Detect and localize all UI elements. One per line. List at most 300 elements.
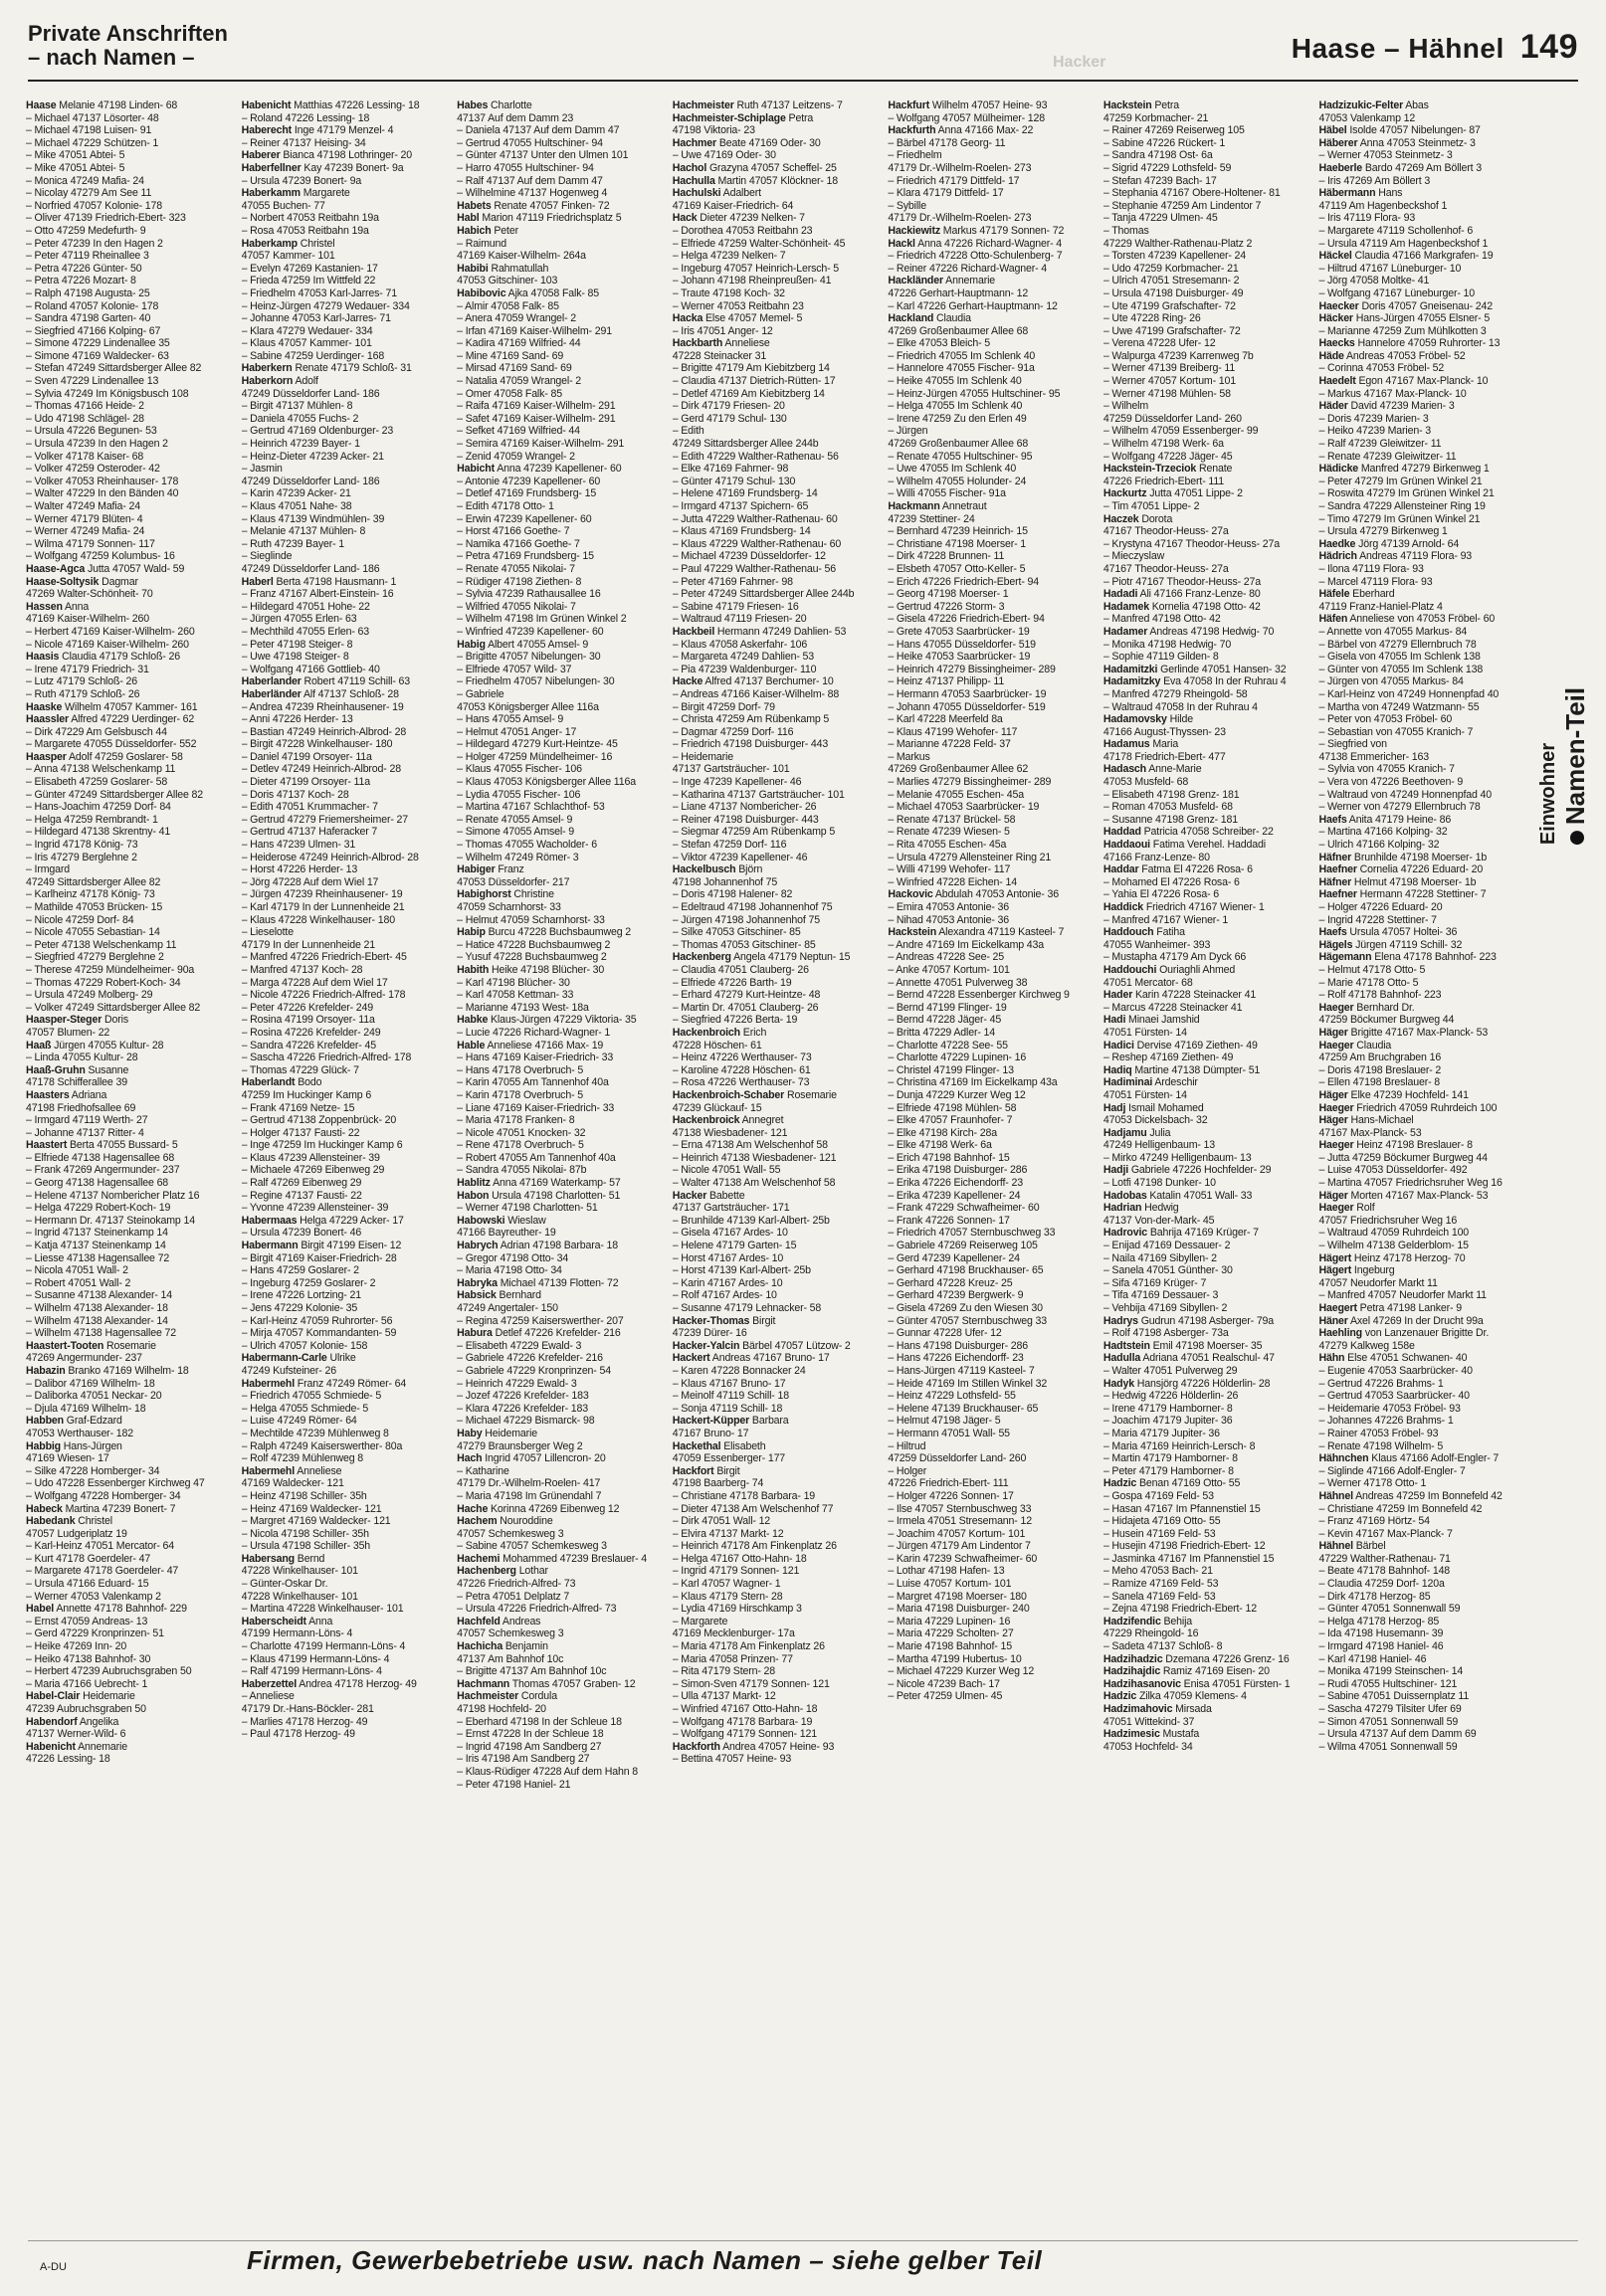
- directory-entry: [26, 451, 226, 464]
- directory-entry: [673, 451, 873, 464]
- directory-entry: [457, 939, 657, 952]
- directory-entry: [457, 852, 657, 864]
- entry-details: – Daniela 47137 Auf dem Damm 47: [457, 124, 620, 137]
- directory-entry: [242, 550, 442, 563]
- entry-details: Jutta 47057 Wald- 59: [87, 562, 185, 575]
- directory-entry: [673, 550, 873, 563]
- entry-details: – Christiane 47178 Barbara- 19: [672, 1489, 816, 1502]
- entry-details: – Katja 47137 Steinenkamp 14: [26, 1240, 166, 1252]
- directory-entry: [242, 337, 442, 350]
- entry-details: – Elisabeth 47229 Ewald- 3: [457, 1339, 582, 1352]
- entry-details: – Sascha 47226 Friedrich-Alfred- 178: [241, 1052, 412, 1064]
- entry-surname: Haastert-Tooten: [26, 1339, 104, 1352]
- entry-details: Heinz 47198 Breslauer- 8: [1356, 1139, 1473, 1152]
- directory-entry: [673, 1289, 873, 1302]
- directory-entry: [1104, 337, 1304, 350]
- entry-details: – Sandra 47198 Garten- 40: [26, 312, 151, 325]
- directory-entry: [888, 1378, 1088, 1391]
- entry-details: – Peter 47259 Ulmen- 45: [888, 1690, 1003, 1703]
- entry-details: – Sandra 47198 Ost- 6a: [1103, 149, 1213, 162]
- directory-entry: [242, 763, 442, 776]
- directory-entry: [26, 463, 226, 476]
- entry-details: – Brunhilde 47139 Karl-Albert- 25b: [672, 1214, 830, 1227]
- listing-columns: [26, 99, 1518, 2228]
- directory-entry: [242, 888, 442, 901]
- entry-details: – Friedrich 47198 Duisburger- 443: [672, 738, 829, 751]
- entry-details: – Marcus 47228 Steinacker 41: [1103, 1001, 1243, 1014]
- entry-surname: Hadiq: [1103, 1063, 1132, 1076]
- directory-entry: [1318, 726, 1518, 739]
- entry-details: – Linda 47055 Kultur- 28: [26, 1052, 138, 1064]
- entry-details: – Jürgen: [888, 425, 928, 438]
- directory-entry: [673, 1465, 873, 1478]
- directory-entry: [1104, 212, 1304, 225]
- entry-details: – Renate 47239 Gleiwitzer- 11: [1318, 450, 1457, 463]
- directory-entry: [457, 1227, 657, 1240]
- directory-entry: [26, 826, 226, 839]
- entry-details: – Rosa 47053 Reitbahn 19a: [241, 224, 369, 237]
- entry-details: – Wilhelm 47138 Gelderblom- 15: [1318, 1240, 1469, 1252]
- entry-details: – Hildegard 47279 Kurt-Heintze- 45: [457, 738, 618, 751]
- directory-entry: [673, 124, 873, 137]
- entry-details: – Enijad 47169 Dessauer- 2: [1103, 1240, 1231, 1252]
- entry-details: 47167 Max-Planck- 53: [1318, 1126, 1422, 1139]
- directory-entry: [457, 1779, 657, 1792]
- entry-details: – Klaus 47053 Königsberger Allee 116a: [457, 776, 636, 789]
- directory-entry: [1104, 901, 1304, 914]
- entry-surname: Haecks: [1318, 337, 1355, 350]
- entry-details: – Hiltrud: [888, 1439, 926, 1452]
- directory-entry: [1318, 99, 1518, 112]
- directory-entry: [242, 1703, 442, 1716]
- entry-details: – Christina 47169 Im Eickelkamp 43a: [888, 1076, 1058, 1089]
- entry-details: 47249 Düsseldorfer Land- 186: [241, 562, 380, 575]
- entry-details: 47053 Valenkamp 12: [1318, 111, 1416, 124]
- directory-entry: [1104, 1616, 1304, 1628]
- entry-details: Dagmar: [101, 575, 138, 588]
- directory-entry: [673, 1578, 873, 1591]
- entry-details: – Michael 47229 Schützen- 1: [26, 136, 159, 149]
- directory-entry: [242, 701, 442, 714]
- directory-entry: [242, 1403, 442, 1416]
- directory-entry: [457, 1340, 657, 1353]
- entry-details: 47228 Winkelhauser- 101: [241, 1590, 358, 1603]
- directory-entry: [1104, 238, 1304, 251]
- entry-details: – Nicole 47259 Dorf- 84: [26, 913, 134, 926]
- directory-entry: [888, 325, 1088, 338]
- entry-details: – Rudi 47055 Hultschiner- 121: [1318, 1677, 1458, 1690]
- entry-details: 47229 Walther-Rathenau-Platz 2: [1103, 237, 1253, 250]
- entry-details: 47169 Waldecker- 121: [241, 1477, 344, 1490]
- entry-details: Ouriaghli Ahmed: [1159, 963, 1236, 976]
- directory-entry: [888, 1227, 1088, 1240]
- entry-details: Elena 47178 Bahnhof- 223: [1374, 951, 1497, 964]
- directory-entry: [673, 1040, 873, 1052]
- directory-entry: [457, 1653, 657, 1666]
- entry-details: Hansjörg 47226 Hölderlin- 28: [1136, 1377, 1271, 1390]
- directory-entry: [673, 789, 873, 802]
- directory-entry: [1104, 438, 1304, 451]
- entry-details: Friedrich 47059 Ruhrdeich 100: [1356, 1101, 1498, 1114]
- entry-details: Adriana 47051 Realschul- 47: [1142, 1352, 1275, 1365]
- entry-surname: Haaske: [26, 700, 63, 713]
- directory-entry: [673, 1515, 873, 1528]
- entry-details: – Peter 47279 Im Grünen Winkel 21: [1318, 475, 1483, 487]
- directory-entry: [242, 451, 442, 464]
- entry-details: – Waltraud 47119 Friesen- 20: [672, 613, 807, 626]
- directory-entry: [888, 1340, 1088, 1353]
- entry-details: Benan 47169 Otto- 55: [1138, 1477, 1241, 1490]
- directory-entry: [457, 1565, 657, 1578]
- entry-details: Behija: [1163, 1615, 1193, 1627]
- directory-entry: [457, 664, 657, 676]
- entry-details: 47198 Viktoria- 23: [672, 124, 755, 137]
- entry-details: – Heiko 47138 Bahnhof- 30: [26, 1652, 151, 1665]
- directory-entry: [457, 801, 657, 814]
- entry-details: – Winfried 47239 Kapellener- 60: [457, 625, 604, 638]
- entry-surname: Haassler: [26, 713, 69, 726]
- entry-details: Petra 47198 Lanker- 9: [1359, 1302, 1462, 1314]
- directory-entry: [1318, 926, 1518, 939]
- entry-details: – Roland 47057 Kolonie- 178: [26, 299, 159, 312]
- entry-details: Lothar: [518, 1565, 548, 1578]
- entry-details: – Monica 47249 Mafia- 24: [26, 174, 144, 187]
- directory-entry: [1318, 1089, 1518, 1102]
- entry-details: 47057 Blumen- 22: [26, 1026, 110, 1039]
- directory-entry: [888, 1665, 1088, 1678]
- directory-entry: [242, 212, 442, 225]
- entry-details: – Anke 47057 Kortum- 101: [888, 963, 1010, 976]
- entry-surname: Haberkern: [241, 362, 293, 375]
- entry-details: Bernhard Dr.: [1356, 1001, 1415, 1014]
- entry-details: – Reiner 47226 Richard-Wagner- 4: [888, 262, 1047, 275]
- directory-entry: [673, 1089, 873, 1102]
- entry-details: – Martin 47179 Hamborner- 8: [1103, 1452, 1238, 1465]
- directory-entry: [242, 1127, 442, 1140]
- directory-entry: [888, 1503, 1088, 1516]
- directory-entry: [242, 563, 442, 576]
- directory-entry: [1104, 801, 1304, 814]
- directory-entry: [673, 1365, 873, 1378]
- directory-entry: [26, 388, 226, 401]
- entry-details: – Werner 47057 Kortum- 101: [1103, 375, 1237, 388]
- directory-entry: [1104, 1327, 1304, 1340]
- directory-entry: [888, 1678, 1088, 1691]
- directory-entry: [26, 1440, 226, 1453]
- directory-entry: [1104, 137, 1304, 150]
- directory-entry: [1318, 664, 1518, 676]
- entry-details: – Herbert 47169 Kaiser-Wilhelm- 260: [26, 625, 195, 638]
- directory-entry: [1318, 463, 1518, 476]
- directory-entry: [1104, 839, 1304, 852]
- directory-column: [888, 99, 1088, 2228]
- entry-details: – Katharine: [457, 1464, 509, 1477]
- entry-surname: Haberlander: [241, 675, 301, 688]
- entry-details: – Jürgen von 47055 Markus- 84: [1318, 675, 1464, 688]
- directory-entry: [673, 1428, 873, 1440]
- entry-details: 47051 Fürsten- 14: [1103, 1026, 1187, 1039]
- entry-details: – Sigrid 47229 Lothsfeld- 59: [1103, 161, 1232, 174]
- entry-details: Alexandra 47119 Kasteel- 7: [938, 926, 1065, 939]
- directory-entry: [457, 162, 657, 175]
- entry-surname: Hadzihajdic: [1103, 1665, 1161, 1678]
- directory-entry: [242, 263, 442, 276]
- directory-entry: [888, 525, 1088, 538]
- entry-details: – Holger: [888, 1464, 927, 1477]
- entry-surname: Haddad: [1103, 826, 1141, 839]
- directory-entry: [888, 888, 1088, 901]
- directory-entry: [1104, 1064, 1304, 1077]
- directory-entry: [26, 1540, 226, 1553]
- entry-details: Rosemarie: [106, 1339, 156, 1352]
- entry-details: – Ingrid 47179 Sonnen- 121: [672, 1565, 800, 1578]
- directory-entry: [26, 951, 226, 964]
- directory-entry: [888, 826, 1088, 839]
- entry-details: – Heike 47055 Im Schlenk 40: [888, 375, 1022, 388]
- directory-entry: [888, 300, 1088, 313]
- directory-entry: [26, 1653, 226, 1666]
- entry-details: – Hans-Joachim 47259 Dorf- 84: [26, 801, 171, 814]
- directory-entry: [888, 701, 1088, 714]
- directory-entry: [242, 149, 442, 162]
- entry-details: Rosemarie: [786, 1088, 837, 1101]
- directory-entry: [1318, 964, 1518, 977]
- directory-entry: [242, 776, 442, 789]
- directory-entry: [457, 287, 657, 300]
- entry-details: Susanne: [88, 1063, 129, 1076]
- directory-entry: [26, 1578, 226, 1591]
- directory-entry: [673, 839, 873, 852]
- directory-entry: [888, 1565, 1088, 1578]
- entry-details: Franz 47249 Römer- 64: [297, 1377, 407, 1390]
- directory-entry: [26, 1302, 226, 1315]
- entry-details: – Karin 47055 Am Tannenhof 40a: [457, 1076, 609, 1089]
- entry-details: – Luise 47249 Römer- 64: [241, 1415, 357, 1428]
- entry-details: – Antonie 47239 Kapellener- 60: [457, 475, 601, 487]
- directory-entry: [26, 538, 226, 551]
- entry-details: – Karl 47198 Haniel- 46: [1318, 1652, 1427, 1665]
- entry-details: – Maria 47178 Franken- 8: [457, 1114, 575, 1127]
- directory-entry: [26, 1064, 226, 1077]
- entry-surname: Haeger: [1318, 1202, 1354, 1215]
- directory-entry: [673, 588, 873, 601]
- directory-entry: [457, 187, 657, 200]
- entry-surname: Habith: [457, 963, 490, 976]
- entry-details: – Lutz 47179 Schloß- 26: [26, 675, 137, 688]
- entry-details: – Hans 47055 Amsel- 9: [457, 713, 564, 726]
- entry-details: – Siegfried 47166 Kolping- 67: [26, 324, 161, 337]
- directory-entry: [26, 1052, 226, 1064]
- entry-surname: Hacker: [672, 1189, 707, 1202]
- directory-entry: [888, 1627, 1088, 1640]
- directory-entry: [1318, 200, 1518, 213]
- entry-details: – Rolf 47198 Asberger- 73a: [1103, 1327, 1229, 1340]
- entry-details: 47249 Sittardsberger Allee 244b: [672, 438, 819, 451]
- directory-entry: [1104, 175, 1304, 188]
- directory-entry: [1104, 500, 1304, 513]
- entry-details: Alf 47137 Schloß- 28: [302, 687, 399, 700]
- entry-surname: Hackbarth: [672, 337, 723, 350]
- directory-entry: [673, 463, 873, 476]
- entry-details: – Michael 47229 Kurzer Weg 12: [888, 1665, 1035, 1678]
- entry-details: – Irmgard 47119 Werth- 27: [26, 1114, 148, 1127]
- directory-entry: [1318, 1428, 1518, 1440]
- entry-surname: Haefs: [1318, 813, 1347, 826]
- directory-entry: [242, 225, 442, 238]
- directory-entry: [1104, 926, 1304, 939]
- directory-entry: [1104, 1102, 1304, 1115]
- entry-details: – Wolfgang 47179 Sonnen- 121: [672, 1728, 817, 1741]
- directory-entry: [1318, 1102, 1518, 1115]
- directory-entry: [1318, 413, 1518, 426]
- directory-entry: [888, 550, 1088, 563]
- entry-details: – Friedhelm: [888, 149, 942, 162]
- entry-details: Anneliese 47166 Max- 19: [487, 1039, 604, 1052]
- directory-entry: [673, 1352, 873, 1365]
- entry-details: – Klaus 47058 Askerfahr- 106: [672, 638, 808, 651]
- entry-details: Annegret: [741, 1114, 784, 1127]
- directory-entry: [1318, 951, 1518, 964]
- directory-entry: [888, 1428, 1088, 1440]
- directory-entry: [242, 1264, 442, 1277]
- directory-entry: [242, 112, 442, 125]
- directory-entry: [457, 1127, 657, 1140]
- directory-entry: [1104, 1315, 1304, 1328]
- entry-details: – Hildegard 47138 Skrentny- 41: [26, 826, 171, 839]
- directory-entry: [888, 1177, 1088, 1190]
- directory-entry: [26, 1139, 226, 1152]
- directory-entry: [1318, 651, 1518, 664]
- entry-details: – Maria 47198 Im Grünendahl 7: [457, 1489, 602, 1502]
- directory-entry: [888, 914, 1088, 927]
- entry-details: – Jörg 47058 Moltke- 41: [1318, 275, 1430, 287]
- entry-details: – Daniel 47199 Orsoyer- 11a: [241, 750, 372, 763]
- entry-details: – Maria 47229 Lupinen- 16: [888, 1615, 1011, 1627]
- directory-entry: [1318, 500, 1518, 513]
- entry-details: Katalin 47051 Wall- 33: [1149, 1189, 1253, 1202]
- directory-entry: [1318, 225, 1518, 238]
- entry-details: 47057 Friedrichsruher Weg 16: [1318, 1214, 1458, 1227]
- directory-entry: [242, 1503, 442, 1516]
- directory-entry: [1318, 275, 1518, 287]
- directory-entry: [888, 1102, 1088, 1115]
- entry-details: – Klaus 47179 Stern- 28: [672, 1590, 783, 1603]
- entry-surname: Hadi: [1103, 1014, 1126, 1027]
- section-title-line1: Private Anschriften: [28, 21, 228, 46]
- entry-details: Hans-Jürgen 47055 Elsner- 5: [1355, 312, 1491, 325]
- entry-details: – Uwe 47169 Oder- 30: [672, 149, 776, 162]
- entry-details: – Viktor 47239 Kapellener- 46: [672, 851, 808, 863]
- directory-entry: [673, 1627, 873, 1640]
- directory-entry: [242, 664, 442, 676]
- directory-entry: [888, 713, 1088, 726]
- entry-details: Ingeburg: [1353, 1264, 1395, 1277]
- directory-entry: [888, 1302, 1088, 1315]
- directory-entry: [457, 137, 657, 150]
- entry-surname: Hadzimesic: [1103, 1728, 1160, 1741]
- entry-details: – Joachim 47179 Jupiter- 36: [1103, 1415, 1233, 1428]
- entry-details: Dervise 47169 Ziethen- 49: [1136, 1039, 1258, 1052]
- directory-entry: [242, 1591, 442, 1604]
- entry-details: – Wilma 47179 Sonnen- 117: [26, 537, 155, 550]
- directory-entry: [888, 250, 1088, 263]
- entry-details: Bärbel 47057 Lützow- 2: [742, 1339, 851, 1352]
- entry-details: Anna 47053 Steinmetz- 3: [1359, 136, 1476, 149]
- directory-entry: [888, 839, 1088, 852]
- entry-details: – Gabriele 47269 Reiserweg 105: [888, 1240, 1038, 1252]
- directory-entry: [1104, 1603, 1304, 1616]
- directory-entry: [1104, 1528, 1304, 1541]
- directory-entry: [242, 1378, 442, 1391]
- directory-entry: [26, 200, 226, 213]
- entry-details: – Hedwig 47226 Hölderlin- 26: [1103, 1390, 1239, 1403]
- entry-details: – Elke 47169 Fahrner- 98: [672, 463, 789, 476]
- directory-entry: [457, 1741, 657, 1754]
- directory-entry: [1318, 888, 1518, 901]
- entry-surname: Hachol: [672, 161, 707, 174]
- directory-entry: [1104, 863, 1304, 876]
- entry-details: – Daniela 47055 Fuchs- 2: [241, 412, 359, 425]
- directory-entry: [1104, 425, 1304, 438]
- entry-details: – Günter 47051 Sonnenwall 59: [1318, 1603, 1461, 1616]
- page-number: 149: [1519, 28, 1578, 66]
- directory-entry: [1318, 1415, 1518, 1428]
- directory-entry: [1318, 738, 1518, 751]
- entry-details: – Hans 47169 Kaiser-Friedrich- 33: [457, 1052, 614, 1064]
- entry-details: – Sylvia 47249 Im Königsbusch 108: [26, 387, 189, 400]
- entry-details: – Martin Dr. 47051 Clauberg- 26: [672, 1001, 819, 1014]
- entry-details: – Elfriede 47057 Wild- 37: [457, 663, 572, 675]
- entry-surname: Hadjamu: [1103, 1126, 1147, 1139]
- entry-details: – Rainer 47053 Fröbel- 93: [1318, 1427, 1439, 1439]
- directory-entry: [673, 1390, 873, 1403]
- directory-entry: [673, 1591, 873, 1604]
- entry-details: – Dirk 47229 Am Gelsbusch 44: [26, 725, 167, 738]
- directory-entry: [673, 1340, 873, 1353]
- directory-entry: [242, 1678, 442, 1691]
- directory-entry: [26, 1202, 226, 1215]
- entry-details: – Gisela 47269 Zu den Wiesen 30: [888, 1302, 1043, 1314]
- directory-entry: [26, 1327, 226, 1340]
- directory-entry: [26, 977, 226, 990]
- entry-details: – Jürgen 47055 Erlen- 63: [241, 613, 357, 626]
- directory-entry: [673, 275, 873, 287]
- entry-details: – Margret 47198 Moerser- 180: [888, 1590, 1027, 1603]
- entry-details: – Doris 47198 Halener- 82: [672, 888, 793, 901]
- entry-details: 47198 Johannenhof 75: [672, 875, 778, 888]
- directory-entry: [242, 914, 442, 927]
- directory-entry: [26, 876, 226, 889]
- entry-surname: Hadrys: [1103, 1314, 1138, 1327]
- entry-details: 47057 Kammer- 101: [241, 250, 335, 263]
- entry-details: Andreas 47198 Hedwig- 70: [1149, 625, 1275, 638]
- entry-details: – Gospa 47169 Feld- 53: [1103, 1489, 1214, 1502]
- directory-entry: [888, 1578, 1088, 1591]
- entry-details: – Manfred 47167 Wiener- 1: [1103, 913, 1229, 926]
- entry-details: – Rolf 47239 Mühlenweg 8: [241, 1452, 364, 1465]
- entry-details: – Mathilde 47053 Brücken- 15: [26, 901, 163, 913]
- directory-entry: [1318, 1002, 1518, 1015]
- entry-details: – Heinrich 47239 Bayer- 1: [241, 438, 360, 451]
- directory-entry: [673, 926, 873, 939]
- directory-entry: [888, 1477, 1088, 1490]
- directory-entry: [673, 726, 873, 739]
- directory-entry: [242, 1040, 442, 1052]
- entry-details: – Ursula 47279 Allensteiner Ring 21: [888, 851, 1052, 863]
- entry-details: – Irfan 47169 Kaiser-Wilhelm- 291: [457, 324, 612, 337]
- directory-entry: [242, 1102, 442, 1115]
- entry-details: – Günter-Oskar Dr.: [241, 1578, 328, 1591]
